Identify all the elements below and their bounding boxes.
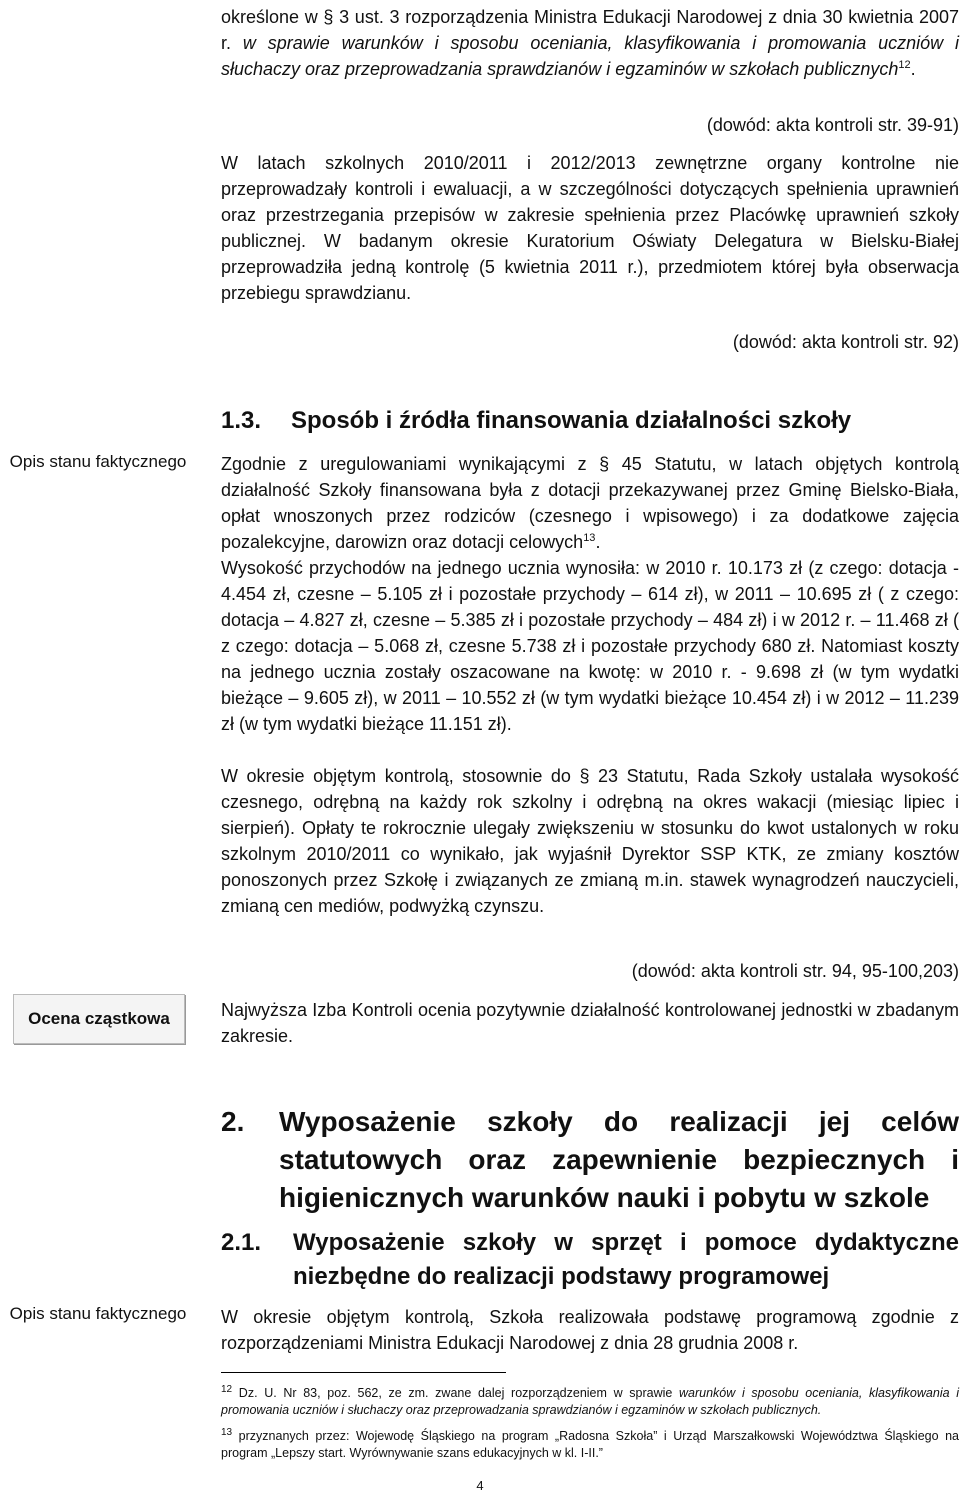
- section-number: 2.: [221, 1106, 245, 1137]
- footnote-mark: 12: [221, 1383, 233, 1395]
- regulation-title-italic-2: i promowania uczniów i słuchaczy oraz przeprowadzania sprawdzianów: [221, 33, 959, 79]
- footnote-12: [221, 1385, 959, 1419]
- footnote-ref-13[interactable]: 13: [583, 532, 596, 544]
- footnote-ref-12[interactable]: 12: [898, 59, 911, 71]
- regulation-title-italic-3: i egzaminów w szkołach publicznych: [606, 59, 899, 79]
- financing-text: Zgodnie z uregulowaniami wynikającymi z § 45 Statutu, w latach objętych kontrolą działalność Szkoły finansowana była z dotacji przekazywanej przez Gminę Bielsko-Biała, opłat wnoszonych przez rodziców (czesnego i wpisowego) i za dodatkowe zajęcia pozalekcyjne, darowizn oraz dotacji celowych: [221, 454, 959, 552]
- evidence-note-1: (dowód: akta kontroli str. 39-91): [706, 115, 959, 135]
- financing-paragraph-3: W okresie objętym kontrolą, stosownie do § 23 Statutu, Rada Szkoły ustalała wysokość czesnego, odrębną na każdy rok szkolny i odrębną na okres wakacji (miesiąc lipiec i sierpień). Opłaty te rokrocznie ulegały zwiększeniu w stosunku do kwot ustalonych w roku szkolnym 2010/2011 co wynikało, jak wyjaśnił Dyrektor SSP KTK, ze zmiany kosztów ponoszonych przez Szkołę i związanych ze zmianą m.in. stawek wynagrodzeń nauczycieli, zmianą cen mediów, podwyżką czynszu.: [221, 766, 959, 916]
- equipment-paragraph: W okresie objętym kontrolą, Szkoła realizowała podstawę programową zgodnie z rozporządzeniami Ministra Edukacji Narodowej z dnia 28 grudnia 2008 r.: [221, 1307, 959, 1353]
- intro-date: 30 kwietnia 2007 r.: [221, 7, 959, 53]
- footnote-text: przyznanych przez: Wojewodę Śląskiego na program „Radosna Szkoła” i Urząd Marszałkowski Województwa Śląskiego na program „Lepszy start. Wyrównywanie szans edukacyjnych w kl. I-II.”: [221, 1429, 959, 1460]
- footnote-text: Dz. U. Nr 83, poz. 562, ze zm. zwane dalej rozporządzeniem w sprawie: [232, 1386, 680, 1400]
- side-label-factual-state: Opis stanu faktycznego: [9, 452, 187, 471]
- intro-paragraph: [221, 4, 959, 82]
- section-heading-2-1: [221, 1226, 959, 1294]
- intro-end: .: [910, 59, 916, 79]
- inspections-paragraph: W latach szkolnych 2010/2011 i 2012/2013 zewnętrzne organy kontrolne nie przeprowadzały kontroli i ewaluacji, a w szczególności dotyczących spełnienia uprawnień oraz przestrzegania przepisów w zakresie spełnienia przez Placówkę uprawnień szkoły publicznej. W badanym okresie Kuratorium Oświaty Delegatura w Bielsku-Białej przeprowadziła jedną kontrolę (5 kwietnia 2011 r.), przedmiotem której była obserwacja przebiegu sprawdzianu.: [221, 153, 959, 303]
- financing-paragraph-1: [221, 451, 959, 555]
- financing-paragraph-2: Wysokość przychodów na jednego ucznia wynosiła: w 2010 r. 10.173 zł (z czego: dotacja - 4.454 zł, czesne – 5.105 zł i pozostałe przychody – 614 zł), w 2011 – 10.695 zł ( z czego: dotacja – 4.827 zł, czesne – 5.385 zł i pozostałe przychody – 484 zł) i w 2012 r. – 11.468 zł ( z czego: dotacja – 5.068 zł, czesne 5.738 zł i pozostałe przychody 680 zł. Natomiast koszty na jednego ucznia zostały oszacowane na kwotę: w 2010 r. - 9.698 zł (w tym wydatki bieżące – 9.605 zł), w 2011 – 10.552 zł (w tym wydatki bieżące 10.454 zł) i w 2012 – 11.239 zł (w tym wydatki bieżące 11.151 zł).: [221, 558, 959, 734]
- evidence-note-3: (dowód: akta kontroli str. 94, 95-100,203): [631, 961, 959, 981]
- section-number: 1.3.: [221, 407, 262, 434]
- regulation-title-italic-1: w sprawie warunków i sposobu oceniania, klasyfikowania: [242, 33, 741, 53]
- financing-end: .: [595, 532, 601, 552]
- section-title: Wyposażenie szkoły w sprzęt i pomoce dydaktyczne niezbędne do realizacji podstawy programowej: [293, 1229, 959, 1290]
- evidence-note-2: (dowód: akta kontroli str. 92): [732, 332, 959, 352]
- footnote-mark: 13: [221, 1426, 233, 1438]
- section-title: Sposób i źródła finansowania działalności szkoły: [291, 407, 852, 434]
- assessment-text: Najwyższa Izba Kontroli ocenia pozytywnie działalność kontrolowanej jednostki w zbadanym zakresie.: [221, 1000, 959, 1046]
- section-number: 2.1.: [221, 1229, 262, 1256]
- intro-line-1: określone w § 3 ust. 3 rozporządzenia Ministra Edukacji Narodowej z dnia: [221, 7, 817, 27]
- partial-assessment-label: Ocena cząstkowa: [13, 994, 185, 1044]
- page-number: 4: [476, 1478, 484, 1493]
- footnote-separator: [221, 1372, 506, 1373]
- footnote-13: [221, 1428, 959, 1462]
- section-heading-1-3: [221, 404, 851, 438]
- footnote-italic: warunków i sposobu oceniania, klasyfikowania i promowania uczniów i słuchaczy oraz przeprowadzania sprawdzianów i egzaminów w szkołach publicznych.: [221, 1386, 959, 1417]
- section-heading-2: [221, 1103, 959, 1217]
- side-label-factual-state-2: Opis stanu faktycznego: [9, 1304, 187, 1323]
- section-title: Wyposażenie szkoły do realizacji jej celów statutowych oraz zapewnienie bezpiecznych i higienicznych warunków nauki i pobytu w szkole: [279, 1106, 959, 1213]
